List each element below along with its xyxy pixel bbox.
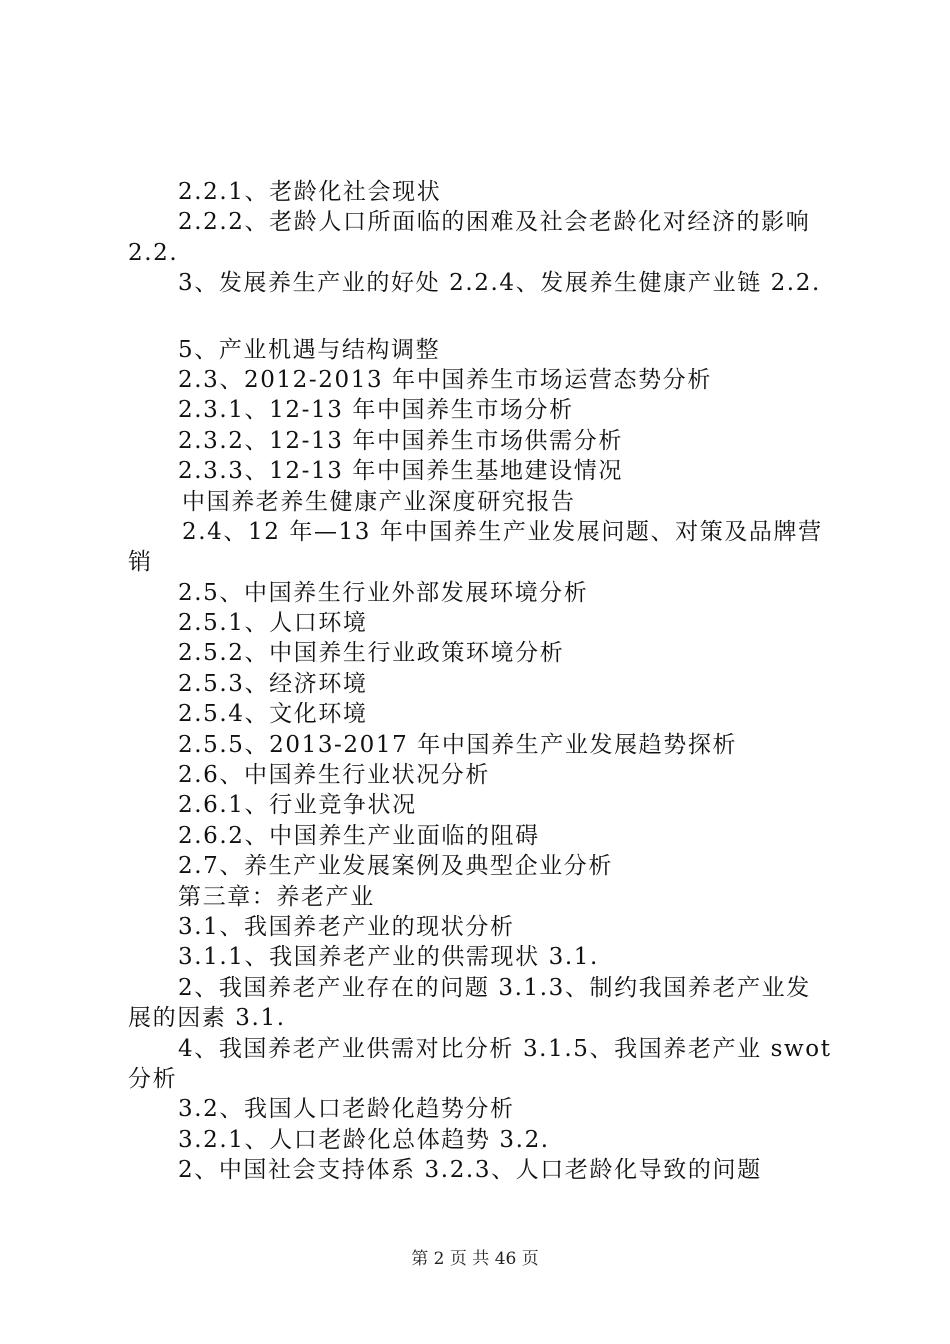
toc-line-2-3-2: 2.3.2、12-13 年中国养生市场供需分析 [178,427,623,454]
toc-line-wrap: 2.2. [128,239,179,266]
report-title-line: 中国养老养生健康产业深度研究报告 [182,488,576,515]
toc-line-3-1: 3.1、我国养老产业的现状分析 [178,913,515,940]
toc-line-wrap: 展的因素 3.1. [128,1005,286,1032]
toc-line-2-3: 2.3、2012-2013 年中国养生市场运营态势分析 [178,366,712,393]
toc-line-2-5-2: 2.5.2、中国养生行业政策环境分析 [178,640,565,667]
toc-line-wrap: 分析 [128,1065,178,1092]
document-body [128,177,834,1186]
toc-line-2-6-2: 2.6.2、中国养生产业面临的阻碍 [178,822,540,849]
toc-line-2-2-1: 2.2.1、老龄化社会现状 [178,179,442,205]
paragraph-gap [128,299,834,335]
chapter-3-heading: 第三章：养老产业 [178,883,375,910]
toc-line-3-2: 3.2、我国人口老龄化趋势分析 [178,1096,515,1123]
toc-line-2-2-3: 3、发展养生产业的好处 2.2.4、发展养生健康产业链 2.2. [178,270,821,297]
toc-line-3-1-2: 2、我国养老产业存在的问题 3.1.3、制约我国养老产业发 [178,974,811,1001]
toc-line-2-5-1: 2.5.1、人口环境 [178,610,368,637]
toc-line-2-6: 2.6、中国养生行业状况分析 [178,762,490,789]
toc-line-3-2-1: 3.2.1、人口老龄化总体趋势 3.2. [178,1126,550,1153]
toc-line-2-2-5: 5、产业机遇与结构调整 [178,336,441,363]
toc-line-2-6-1: 2.6.1、行业竞争状况 [178,792,417,819]
toc-line-2-4: 2.4、12 年—13 年中国养生产业发展问题、对策及品牌营 [182,518,823,545]
toc-line-2-2-2: 2.2.2、老龄人口所面临的困难及社会老龄化对经济的影响 [178,209,811,236]
toc-line-2-3-1: 2.3.1、12-13 年中国养生市场分析 [178,397,574,424]
toc-line-3-2-2: 2、中国社会支持体系 3.2.3、人口老龄化导致的问题 [178,1157,762,1184]
toc-line-3-1-1: 3.1.1、我国养老产业的供需现状 3.1. [178,944,599,971]
page-number-footer: 第 2 页 共 46 页 [411,1249,539,1269]
toc-line-2-5-5: 2.5.5、2013-2017 年中国养生产业发展趋势探析 [178,731,738,758]
toc-line-2-3-3: 2.3.3、12-13 年中国养生基地建设情况 [178,458,623,485]
toc-line-2-5-3: 2.5.3、经济环境 [178,670,368,697]
toc-line-wrap: 销 [128,549,153,576]
toc-line-2-5: 2.5、中国养生行业外部发展环境分析 [178,579,589,606]
toc-line-2-5-4: 2.5.4、文化环境 [178,701,368,728]
toc-line-3-1-4: 4、我国养老产业供需对比分析 3.1.5、我国养老产业 swot [178,1035,832,1062]
toc-line-2-7: 2.7、养生产业发展案例及典型企业分析 [178,853,613,880]
